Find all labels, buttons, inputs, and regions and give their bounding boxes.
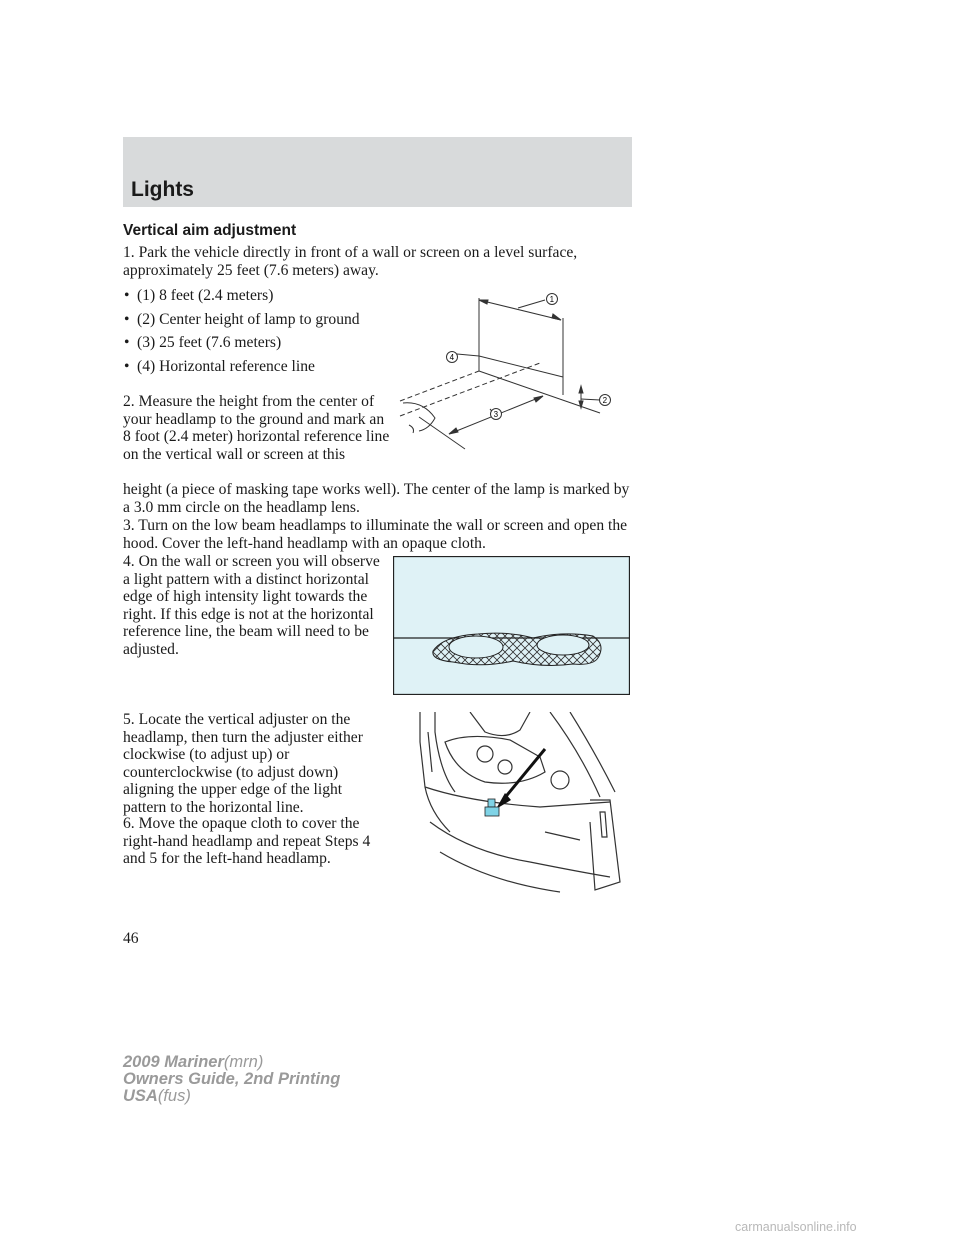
bullet-icon: • — [124, 357, 130, 375]
step-5-text: 5. Locate the vertical adjuster on the headlamp, then turn the adjuster either clockwise (to adjust up) or counterclockwise (to adjust down) aligning the upper edge of the light pattern to the horizontal line. — [123, 711, 363, 816]
headlamp-aim-diagram — [395, 283, 620, 453]
list-item: • (4) Horizontal reference line — [124, 357, 315, 375]
list-item: • (1) 8 feet (2.4 meters) — [124, 287, 274, 304]
bullet-icon: • — [124, 310, 130, 328]
headlamp-adjuster-illustration — [410, 712, 632, 902]
callout-3: 3 — [493, 410, 499, 419]
step-1-text: 1. Park the vehicle directly in front of a wall or screen on a level surface, approximately 25 feet (7.6 meters) away. — [123, 244, 578, 279]
step-6-text: 6. Move the opaque cloth to cover the right-hand headlamp and repeat Steps 4 and 5 for the left-hand headlamp. — [123, 815, 371, 868]
page-number: 46 — [123, 930, 139, 947]
bullet-icon: • — [124, 334, 130, 352]
callout-4: 4 — [449, 353, 455, 362]
list-item: • (3) 25 feet (7.6 meters) — [124, 334, 282, 352]
list-item: • (2) Center height of lamp to ground — [124, 310, 360, 328]
step-4-text: 4. On the wall or screen you will observe a light pattern with a distinct horizontal edge of high intensity light towards the right. If this edge is not at the horizontal reference line, the beam will need to be adjusted. — [123, 553, 380, 658]
diagram-legend-list — [123, 287, 373, 381]
beam-pattern-illustration — [393, 556, 630, 695]
step-3-text: 3. Turn on the low beam headlamps to illuminate the wall or screen and open the hood. Cover the left-hand headlamp with an opaque cloth. — [123, 517, 628, 552]
section-header-band — [123, 137, 632, 207]
watermark-link[interactable]: carmanualsonline.info — [735, 1220, 857, 1234]
document-footer: 2009 Mariner(mrn) Owners Guide, 2nd Printing USA(fus) — [123, 1053, 341, 1105]
section-title: Lights — [131, 178, 194, 201]
callout-2: 2 — [602, 396, 608, 405]
bullet-icon: • — [124, 287, 130, 304]
callout-1: 1 — [549, 295, 555, 304]
subsection-heading: Vertical aim adjustment — [123, 222, 297, 239]
step-2-text: 2. Measure the height from the center of your headlamp to the ground and mark an 8 foot (2.4 meter) horizontal reference line on the vertical wall or screen at this — [123, 393, 390, 463]
step-2-continued: height (a piece of masking tape works well). The center of the lamp is marked by a 3.0 mm circle on the headlamp lens. — [123, 481, 630, 516]
